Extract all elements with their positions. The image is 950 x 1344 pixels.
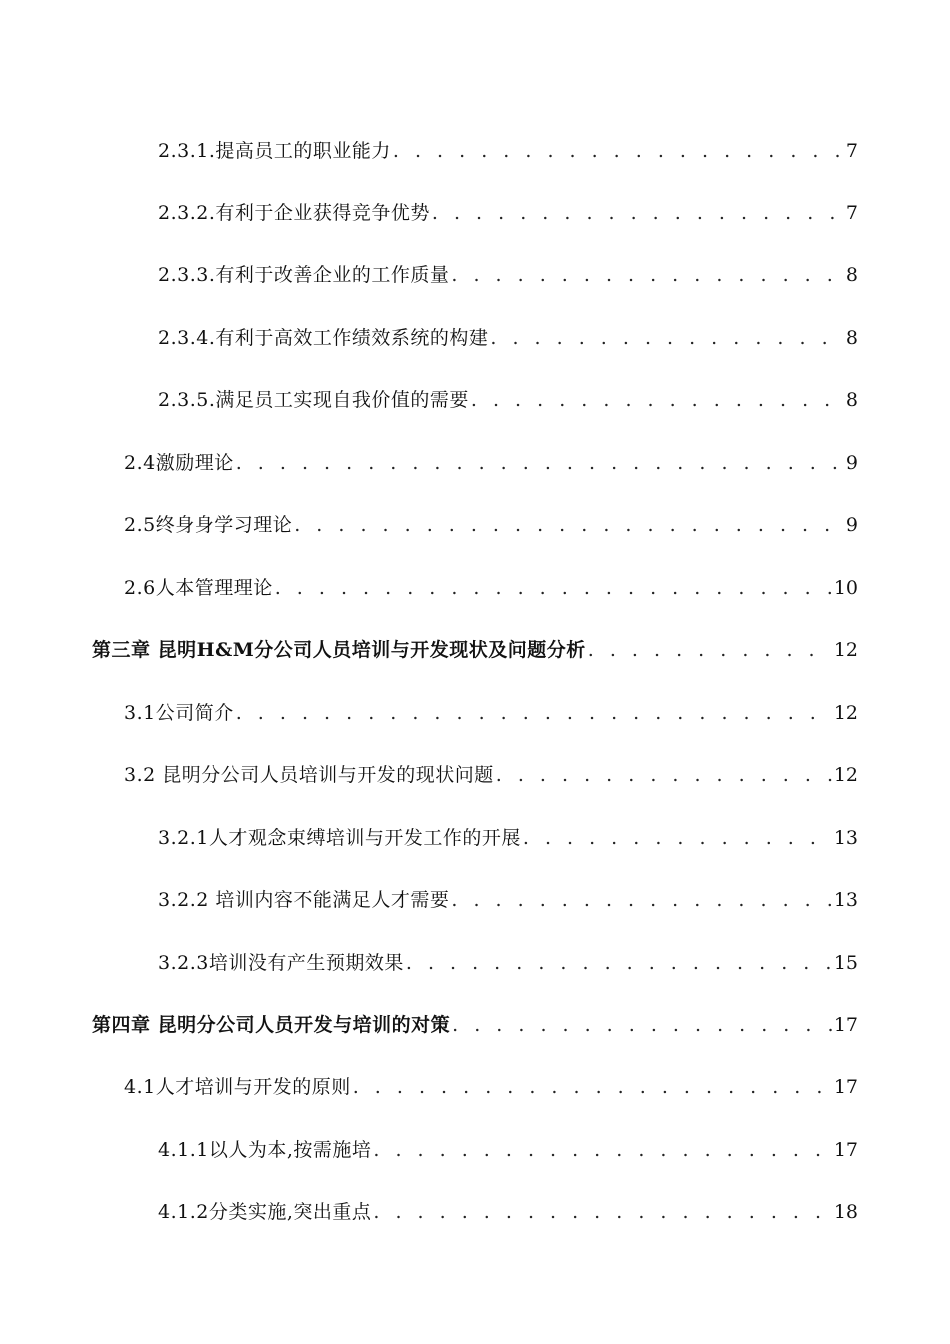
dot-leader: [353, 1072, 832, 1102]
toc-entry[interactable]: [158, 823, 858, 853]
dot-leader: [490, 323, 844, 353]
toc-page-number: 12: [833, 702, 858, 724]
toc-page-number: 9: [845, 514, 858, 536]
dot-leader: [406, 948, 832, 978]
toc-entry[interactable]: [124, 448, 858, 478]
dot-leader: [452, 1010, 832, 1040]
toc-entry-title: 3.1公司简介: [124, 702, 234, 724]
dot-leader: [373, 1197, 831, 1227]
dot-leader: [451, 885, 831, 915]
toc-entry-title: 3.2.3培训没有产生预期效果: [158, 952, 404, 974]
toc-page-number: 17: [833, 1014, 858, 1036]
toc-entry-title: 2.3.2.有利于企业获得竞争优势: [158, 202, 430, 224]
dot-leader: [275, 573, 832, 603]
toc-page-number: 7: [845, 202, 858, 224]
toc-entry[interactable]: [124, 1072, 858, 1102]
toc-page-number: 8: [845, 327, 858, 349]
toc-entry[interactable]: [158, 885, 858, 915]
toc-entry-title: 2.3.4.有利于高效工作绩效系统的构建: [158, 327, 489, 349]
toc-page-number: 9: [845, 452, 858, 474]
toc-entry[interactable]: [158, 1135, 858, 1165]
toc-page-number: 13: [833, 827, 858, 849]
toc-page-number: 10: [833, 577, 858, 599]
toc-page-number: 12: [833, 639, 858, 661]
toc-page-number: 7: [845, 140, 858, 162]
toc-entry[interactable]: [124, 698, 858, 728]
toc-entry[interactable]: [124, 510, 858, 540]
dot-leader: [496, 760, 832, 790]
dot-leader: [393, 136, 844, 166]
dot-leader: [373, 1135, 831, 1165]
toc-page-number: 17: [833, 1139, 858, 1161]
toc-entry-title: 2.5终身身学习理论: [124, 514, 293, 536]
dot-leader: [236, 448, 844, 478]
toc-page-number: 18: [833, 1201, 858, 1223]
dot-leader: [451, 260, 844, 290]
toc-page-number: 17: [833, 1076, 858, 1098]
toc-entry-title: 2.6人本管理理论: [124, 577, 273, 599]
toc-chapter-title: 第四章 昆明分公司人员开发与培训的对策: [92, 1014, 451, 1036]
toc-entry[interactable]: [158, 385, 858, 415]
dot-leader: [588, 635, 832, 665]
toc-entry[interactable]: [158, 260, 858, 290]
toc-page-number: 15: [833, 952, 858, 974]
toc-chapter-entry[interactable]: [92, 1010, 858, 1040]
dot-leader: [471, 385, 844, 415]
toc-entry[interactable]: [158, 136, 858, 166]
toc-entry-title: 4.1.1以人为本,按需施培: [158, 1139, 372, 1161]
dot-leader: [294, 510, 844, 540]
toc-entry[interactable]: [124, 760, 858, 790]
toc-page-number: 8: [845, 264, 858, 286]
toc-chapter-title: 第三章 昆明H&M分公司人员培训与开发现状及问题分析: [92, 639, 586, 661]
toc-entry-title: 3.2 昆明分公司人员培训与开发的现状问题: [124, 764, 494, 786]
toc-chapter-entry[interactable]: [92, 635, 858, 665]
toc-entry-title: 2.3.1.提高员工的职业能力: [158, 140, 391, 162]
toc-entry-title: 4.1人才培训与开发的原则: [124, 1076, 351, 1098]
dot-leader: [236, 698, 832, 728]
toc-entry-title: 2.4激励理论: [124, 452, 234, 474]
toc-page-number: 12: [833, 764, 858, 786]
toc-entry-title: 3.2.1人才观念束缚培训与开发工作的开展: [158, 827, 521, 849]
toc-page-number: 8: [845, 389, 858, 411]
toc-entry-title: 4.1.2分类实施,突出重点: [158, 1201, 372, 1223]
toc-entry[interactable]: [158, 948, 858, 978]
toc-page-number: 13: [833, 889, 858, 911]
toc-entry-title: 3.2.2 培训内容不能满足人才需要: [158, 889, 450, 911]
toc-entry[interactable]: [158, 323, 858, 353]
toc-entry-title: 2.3.5.满足员工实现自我价值的需要: [158, 389, 469, 411]
toc-entry-title: 2.3.3.有利于改善企业的工作质量: [158, 264, 450, 286]
dot-leader: [432, 198, 844, 228]
toc-entry[interactable]: [124, 573, 858, 603]
toc-entry[interactable]: [158, 1197, 858, 1227]
toc-entry[interactable]: [158, 198, 858, 228]
dot-leader: [523, 823, 832, 853]
